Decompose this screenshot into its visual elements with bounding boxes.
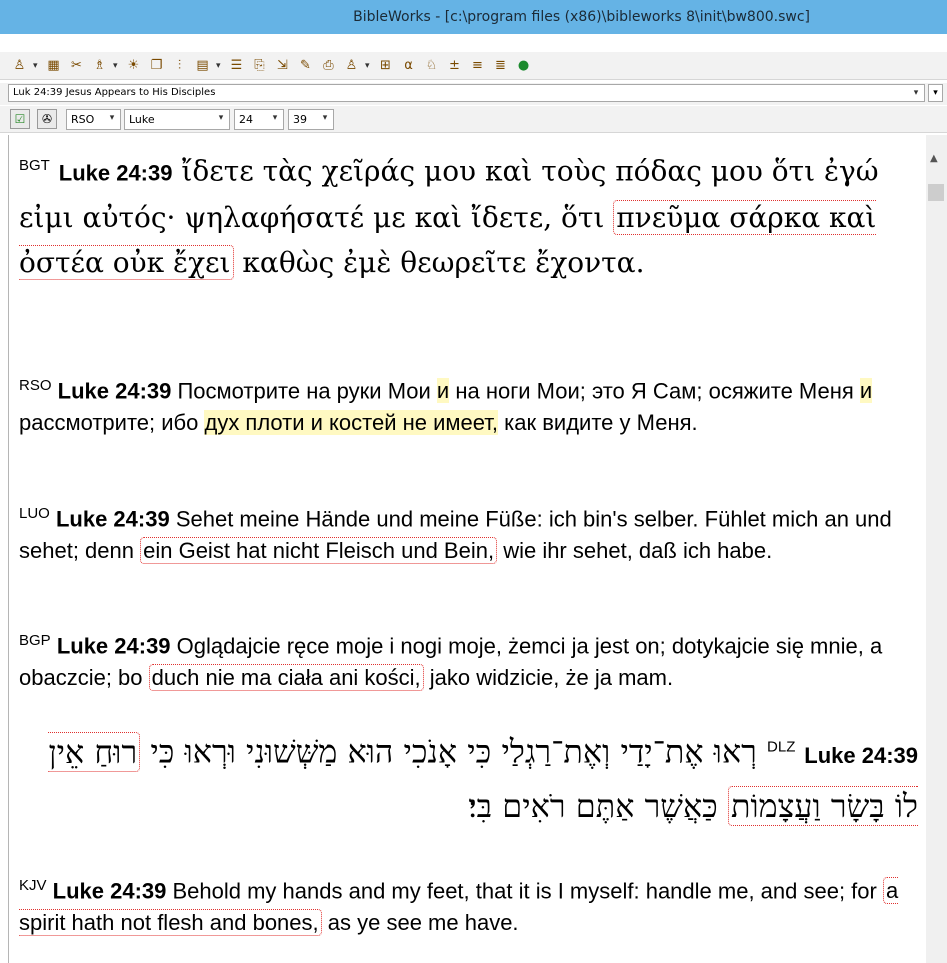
word-list-icon[interactable]: ≣	[495, 58, 506, 73]
boxed-phrase: duch nie ma ciała ani kości,	[149, 664, 424, 691]
verse-text: Oglądajcie ręce moje i nogi moje, żemci ja jest on; dotykajcie się mnie, a obaczcie; bo	[19, 633, 883, 691]
dropdown-arrow-icon[interactable]: ▾	[365, 60, 370, 71]
columns-icon[interactable]: ⫶	[177, 58, 182, 73]
verse-text: רְאוּ אֶת־יָדַי וְאֶת־רַגְלַי כִּי אָנֹכִי הוּא מַשְּׁשׁוּנִי וּרְאוּ כִּי	[140, 732, 757, 771]
windows-icon[interactable]: ❐	[150, 58, 163, 73]
verse-reference[interactable]: Luke 24:39	[58, 160, 173, 186]
verse-text: καθὼς ἐμὲ θεωρεῖτε ἔχοντα.	[233, 246, 645, 280]
chapter-select[interactable]	[234, 109, 284, 130]
verse-text: jako widzicie, że ja mam.	[423, 665, 674, 691]
calendar-icon[interactable]: ▦	[47, 58, 60, 73]
verse-list-icon[interactable]: ≡	[472, 58, 483, 73]
verse-dlz	[19, 722, 918, 831]
menu-dropdown-button[interactable]: ▾	[928, 84, 943, 102]
verse-text: as ye see me have.	[321, 910, 519, 936]
export-icon[interactable]: ⇲	[277, 58, 288, 73]
chevron-down-icon[interactable]: ▾	[913, 88, 919, 98]
verse-reference[interactable]: Luke 24:39	[55, 506, 170, 532]
dropdown-arrow-icon[interactable]: ▾	[33, 60, 38, 71]
chevron-down-icon[interactable]: ▾	[218, 113, 224, 123]
scroll-up-icon[interactable]: ▲	[930, 153, 938, 164]
scroll-thumb[interactable]	[928, 184, 944, 201]
dropdown-arrow-icon[interactable]: ▾	[216, 60, 221, 71]
boxed-phrase: רוּחַ אֵין לוֹ בָּשָׂר וַעֲצָמוֹת	[48, 732, 918, 825]
list-icon[interactable]: ☰	[230, 58, 243, 73]
verse-title-row	[0, 83, 947, 105]
verse-value: 39	[293, 113, 307, 126]
tools-icon[interactable]: ✂	[71, 58, 82, 73]
verse-meta	[767, 734, 918, 770]
chevron-down-icon[interactable]: ▾	[322, 113, 328, 123]
reader-icon[interactable]: ♘	[425, 58, 438, 73]
search-icon[interactable]: ♙	[13, 58, 26, 73]
navigator-bar	[0, 106, 947, 133]
verse-text: рассмотрите; ибо	[19, 410, 205, 436]
book-value: Luke	[129, 113, 155, 126]
verse-text: כַּאֲשֶׁר אַתֶּם רֹאִים בִּי׃	[468, 786, 728, 825]
highlight-word: и	[859, 378, 873, 404]
title-bar	[0, 0, 947, 34]
main-toolbar	[0, 52, 947, 80]
verse-reference[interactable]: Luke 24:39	[56, 633, 171, 659]
check-icon[interactable]: ☑	[10, 109, 30, 129]
verse-title-value: Luk 24:39 Jesus Appears to His Disciples	[13, 87, 216, 98]
verse-text: Behold my hands and my feet, that it is I myself: handle me, and see; for	[166, 878, 883, 904]
verse-luo	[19, 498, 918, 567]
browse-window[interactable]	[8, 135, 926, 963]
verse-text: ἴδετε τὰς χεῖράς μου καὶ τοὺς πόδας μου ὅτι ἐγώ εἰμι αὐτός· ψηλαφήσατέ με καὶ ἴδετε, ὅτι	[19, 154, 879, 235]
version-label: KJV	[19, 877, 47, 894]
verse-reference[interactable]: Luke 24:39	[804, 742, 918, 768]
version-label: RSO	[19, 377, 52, 394]
add-lines-icon[interactable]: ±	[449, 58, 460, 73]
version-label: LUO	[19, 505, 50, 522]
verse-bgt	[19, 143, 918, 285]
verse-title-combo[interactable]	[8, 84, 925, 102]
boxed-phrase: ein Geist hat nicht Fleisch und Bein,	[140, 537, 497, 564]
window-title: BibleWorks - [c:\program files (x86)\bibleworks 8\init\bw800.swc]	[353, 9, 810, 25]
person-icon[interactable]: ♗	[93, 58, 106, 73]
grid-icon[interactable]: ▤	[196, 58, 209, 73]
edit-icon[interactable]: ✎	[300, 58, 311, 73]
tree-icon[interactable]: ⊞	[380, 58, 391, 73]
verse-reference[interactable]: Luke 24:39	[52, 878, 167, 904]
user-search-icon[interactable]: ♙	[345, 58, 358, 73]
print-icon[interactable]: ⎙	[323, 58, 334, 73]
version-label: BGP	[19, 632, 51, 649]
highlight-word: и	[436, 378, 450, 404]
chevron-down-icon[interactable]: ▾	[272, 113, 278, 123]
sun-icon[interactable]: ☀	[127, 58, 140, 73]
version-value: RSO	[71, 113, 95, 126]
boxed-phrase: πνεῦμα σάρκα καὶ ὀστέα οὐκ ἔχει	[19, 201, 877, 280]
verse-text: Посмотрите на руки Мои	[171, 378, 437, 404]
version-select[interactable]	[66, 109, 121, 130]
chevron-down-icon[interactable]: ▾	[109, 113, 115, 123]
globe-icon[interactable]: ●	[517, 58, 530, 73]
verse-text: как видите у Меня.	[498, 410, 698, 436]
alpha-icon[interactable]: α	[404, 58, 413, 73]
verse-rso	[19, 370, 918, 439]
boxed-phrase: a spirit hath not flesh and bones,	[19, 878, 899, 936]
verse-text: wie ihr sehet, daß ich habe.	[497, 538, 773, 564]
verse-text: Sehet meine Hände und meine Füße: ich bin's selber. Fühlet mich an und sehet; denn	[19, 506, 892, 564]
verse-kjv	[19, 870, 918, 939]
verse-select[interactable]	[288, 109, 334, 130]
chapter-value: 24	[239, 113, 253, 126]
book-select[interactable]	[124, 109, 230, 130]
copy-icon[interactable]: ⎘	[254, 58, 265, 73]
verse-reference[interactable]: Luke 24:39	[57, 378, 172, 404]
verse-text: на ноги Мои; это Я Сам; осяжите Меня	[449, 378, 860, 404]
satellite-icon[interactable]: ✇	[37, 109, 57, 129]
dropdown-arrow-icon[interactable]: ▾	[113, 60, 118, 71]
highlight-phrase: дух плоти и костей не имеет,	[204, 410, 499, 436]
version-label: BGT	[19, 157, 50, 174]
verse-bgp	[19, 625, 918, 694]
version-label: DLZ	[767, 738, 796, 755]
vertical-scrollbar[interactable]	[926, 135, 947, 963]
